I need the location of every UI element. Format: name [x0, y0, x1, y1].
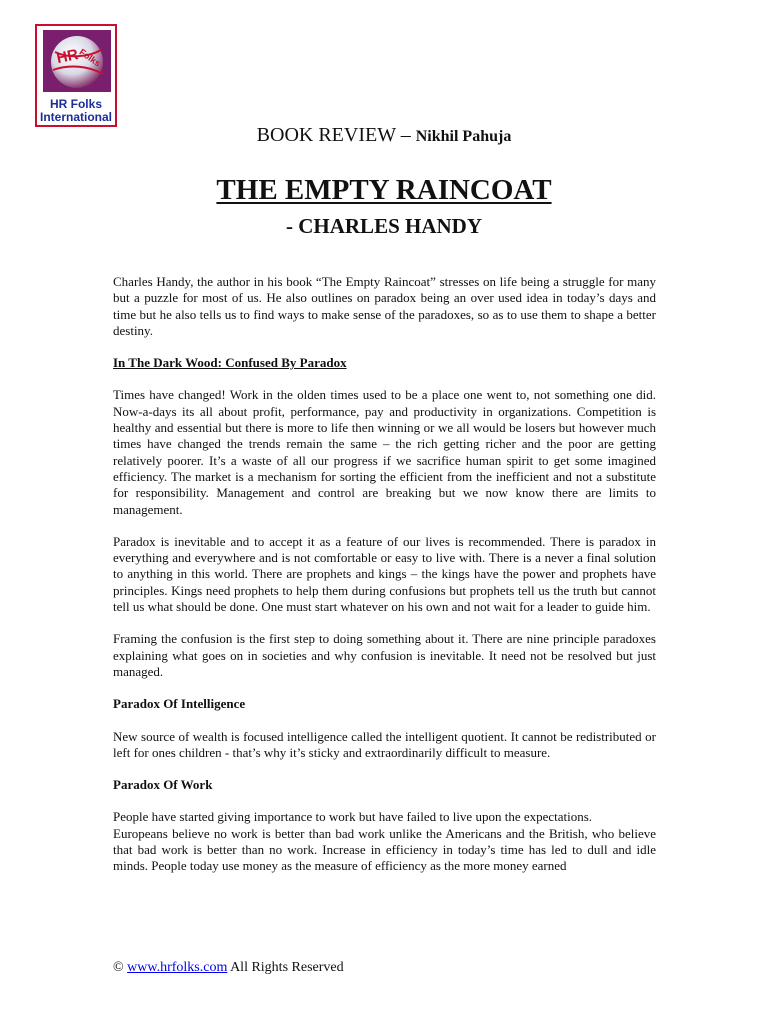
hr-folks-logo: [35, 24, 117, 127]
review-body: [113, 274, 656, 891]
rights-text: All Rights Reserved: [230, 960, 344, 975]
book-title: [0, 174, 768, 207]
paragraph: Times have changed! Work in the olden times used to be a place one went to, not something one did. Now-a-days its all about profit, performance, pay and productivity in organizations. Competition is healthy and essential but there is more to life then winning or we all would be losers but however much times have changed the trends remain the same – the rich getting richer and the poor are getting relatively poorer. It’s a waste of all our progress if we sacrifice human spirit to get some imagined efficiency. The market is a mechanism for sorting the efficient from the inefficient and not a substitute for responsibility. Management and control are breaking but we now know there are limits to management.: [113, 387, 656, 517]
intro-paragraph: Charles Handy, the author in his book “The Empty Raincoat” stresses on life being a struggle for many but a puzzle for most of us. He also outlines on paradox being an over used idea in today’s days and time but he also tells us to find ways to make sense of the paradoxes, so as to use them to shape a better destiny.: [113, 274, 656, 338]
svg-text:Folks: Folks: [77, 46, 103, 69]
footer: [113, 960, 344, 976]
paragraph: Framing the confusion is the first step to doing something about it. There are nine principle paradoxes explaining what goes on in societies and why confusion is inevitable. It need not be resolved but just managed.: [113, 631, 656, 679]
paragraph: People have started giving importance to work but have failed to live upon the expectations.: [113, 809, 593, 825]
book-author: - CHARLES HANDY: [285, 214, 482, 238]
globe-logo-icon: [43, 30, 111, 92]
byline-separator: –: [395, 124, 416, 146]
logo-name: HR Folks: [49, 97, 102, 111]
logo-subtitle: International: [39, 110, 112, 124]
reviewer-name: Nikhil Pahuja: [415, 128, 512, 145]
website-link[interactable]: www.hrfolks.com: [127, 960, 228, 975]
paragraph: New source of wealth is focused intelligence called the intelligent quotient. It cannot be redistributed or left for ones children - that’s why it’s sticky and extraordinarily difficult to measure.: [113, 728, 656, 760]
review-label: BOOK REVIEW: [256, 124, 396, 146]
section-heading-dark-wood: In The Dark Wood: Confused By Paradox: [113, 355, 347, 371]
section-heading-intelligence: Paradox Of Intelligence: [113, 696, 246, 712]
review-byline: [0, 124, 768, 147]
paragraph: Europeans believe no work is better than bad work unlike the Americans and the British, who believe that bad work is better than no work. Increase in efficiency in today’s time has led to dull and idle minds. People today use money as the measure of efficiency as the more money earned: [113, 825, 656, 874]
svg-text:HR: HR: [55, 46, 80, 68]
paragraph: Paradox is inevitable and to accept it as a feature of our lives is recommended. There is paradox in everything and everywhere and is not comfortable or easy to live with. There is a never a final solution to anything in this world. There are prophets and kings – the kings have the power and prophets have principles. Kings need prophets to help them during confusions but prophets tell us the truth but cannot tell us what should be done. One must start whatever on his own and not wait for a leader to guide him.: [113, 533, 656, 615]
copyright-symbol: ©: [113, 960, 124, 975]
section-heading-work: Paradox Of Work: [113, 777, 213, 793]
book-title-text: THE EMPTY RAINCOAT: [216, 174, 552, 206]
